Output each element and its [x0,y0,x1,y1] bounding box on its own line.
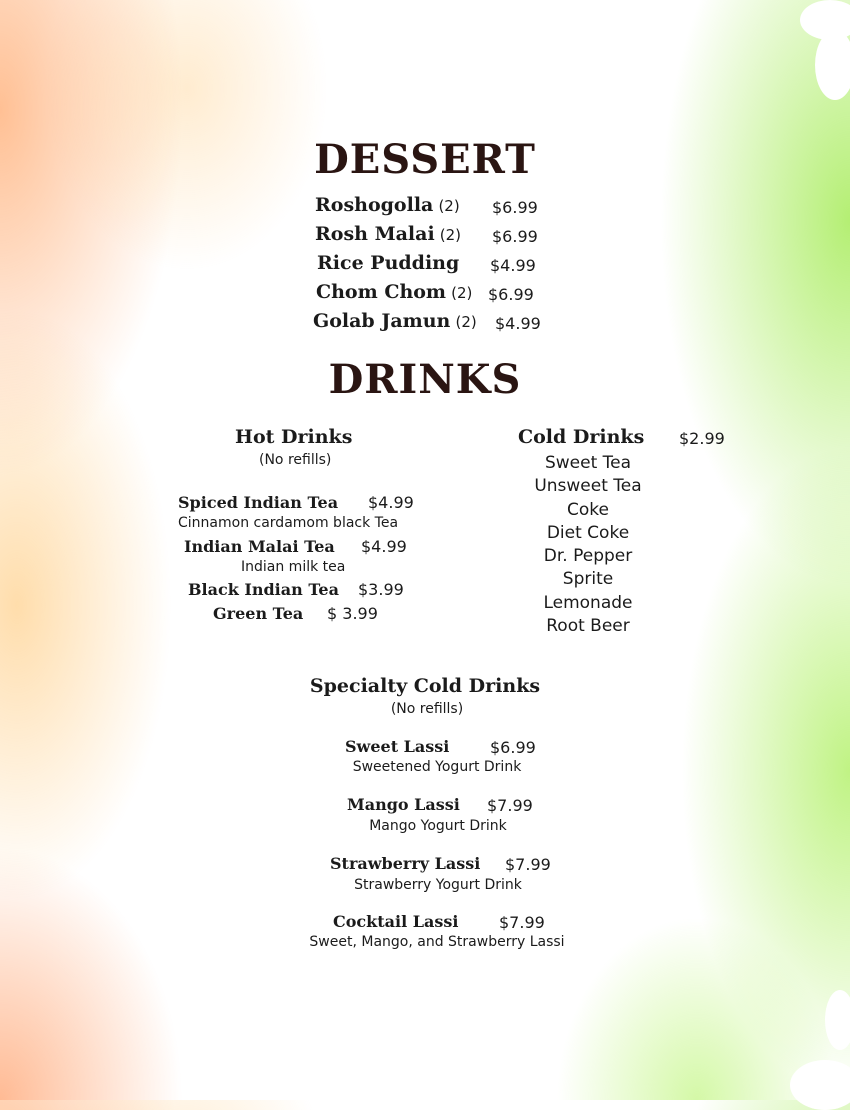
specialty-drink-item [347,795,460,814]
specialty-drink-price: $7.99 [499,913,545,932]
dessert-qty: (2) [455,313,477,331]
cold-drink-item: Coke [567,499,609,520]
cold-drinks-price: $2.99 [679,429,725,448]
drinks-heading: DRINKS [328,356,522,403]
hot-drink-price: $4.99 [361,537,407,556]
hot-drink-price: $ 3.99 [327,604,378,623]
cold-drink-item: Root Beer [546,616,630,637]
specialty-drink-price: $6.99 [490,738,536,757]
splash-decoration [825,990,850,1050]
dessert-item [313,310,477,332]
dessert-price: $4.99 [490,256,536,275]
dessert-name: Golab Jamun [313,310,451,332]
specialty-drink-name: Mango Lassi [347,795,460,814]
hot-drink-name: Black Indian Tea [188,580,339,599]
hot-drink-price: $3.99 [358,580,404,599]
splash-decoration [815,30,850,100]
cold-drinks-heading: Cold Drinks [518,426,645,448]
specialty-drink-name: Strawberry Lassi [330,854,481,873]
hot-drink-name: Indian Malai Tea [184,537,335,556]
dessert-price: $6.99 [488,285,534,304]
dessert-name: Chom Chom [316,281,447,303]
hot-drink-desc: Indian milk tea [241,559,346,575]
cold-drink-item: Sweet Tea [544,453,632,473]
splash-decoration [790,1060,850,1110]
hot-drink-name: Green Tea [213,604,304,623]
dessert-heading: DESSERT [314,136,536,183]
cold-drinks-list [490,452,686,638]
specialty-drink-item [330,854,480,873]
cold-drink-item: Lemonade [543,592,633,613]
specialty-drink-desc: Mango Yogurt Drink [369,818,507,834]
specialty-drink-desc: Strawberry Yogurt Drink [354,877,522,893]
hot-drink-item [213,604,303,623]
dessert-name: Rice Pudding [317,252,460,274]
cold-drink-item: Unsweet Tea [534,476,642,497]
specialty-drink-name: Sweet Lassi [345,737,450,756]
specialty-drinks-heading: Specialty Cold Drinks [309,675,541,697]
specialty-drink-desc: Sweetened Yogurt Drink [352,759,522,775]
hot-drinks-heading: Hot Drinks [235,426,353,448]
cold-drink-item: Sprite [562,569,614,590]
cold-drink-item: Dr. Pepper [543,546,633,567]
hot-drink-item [178,493,338,512]
dessert-price: $6.99 [492,198,538,217]
hot-drink-desc: Cinnamon cardamom black Tea [178,515,399,531]
dessert-name: Rosh Malai [315,223,435,245]
specialty-drink-name: Cocktail Lassi [333,912,459,931]
dessert-qty: (2) [438,197,460,215]
dessert-name: Roshogolla [315,194,434,216]
hot-drink-price: $4.99 [368,493,414,512]
dessert-item [315,223,461,245]
hot-drink-name: Spiced Indian Tea [178,493,339,512]
hot-drinks-note: (No refills) [259,452,332,468]
hot-drink-item [188,580,339,599]
dessert-qty: (2) [439,226,462,244]
dessert-item [315,194,460,216]
specialty-drink-item [345,737,449,756]
specialty-drink-price: $7.99 [487,796,533,815]
dessert-item [317,252,459,274]
dessert-price: $4.99 [495,314,541,333]
specialty-drink-item [333,912,458,931]
hot-drink-item [184,537,335,556]
specialty-drink-price: $7.99 [505,855,551,874]
specialty-drink-desc: Sweet, Mango, and Strawberry Lassi [309,934,565,950]
cold-drink-item: Diet Coke [546,522,630,543]
dessert-qty: (2) [451,284,473,302]
dessert-item [316,281,472,303]
specialty-drinks-note: (No refills) [390,701,464,717]
dessert-price: $6.99 [492,227,538,246]
